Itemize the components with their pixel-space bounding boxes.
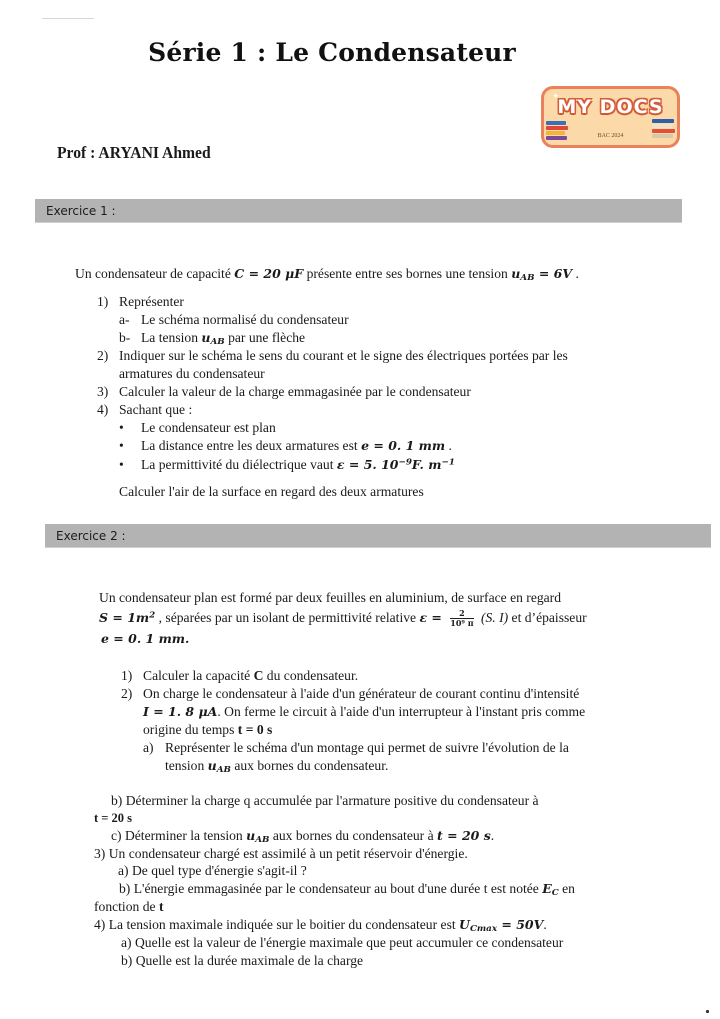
value: = 6V [534,266,573,281]
item-text: Représenter le schéma d'un montage qui permet de suivre l'évolution de la [165,740,569,755]
ex2-question-2a [143,739,569,757]
symbol: u [511,266,521,281]
text: Un condensateur de capacité [75,266,235,281]
item-number: b- [119,330,131,345]
ex2-question-3b-line-2 [94,898,163,916]
item-number: 2) [97,348,109,363]
ex2-question-2b: b) Déterminer la charge q accumulée par l'armature positive du condensateur à [111,793,539,808]
item-text: aux bornes du condensateur. [230,758,389,773]
symbol: E [542,881,552,896]
item-text: Représenter [119,294,184,309]
bullet-text: La distance entre les deux armatures est [141,438,362,453]
voltage-formula [511,266,573,284]
bullet-text: Le condensateur est plan [141,420,276,435]
page-marker-dot [706,1010,709,1013]
bullet-text: . [445,438,452,453]
ex2-intro-line-3 [101,630,189,648]
si-unit: (S. I) [480,610,509,625]
permittivity-fraction [450,609,473,628]
item-text: . [543,917,547,932]
item-text: On charge le condensateur à l'aide d'un générateur de courant continu d'intensité [143,686,580,701]
exponent: 2 [149,610,156,621]
capacity-formula: C = 20 μF [234,266,304,281]
page-title: Série 1 : Le Condensateur [148,38,516,67]
time-symbol: t [158,899,164,914]
ex1-question-4 [97,401,192,419]
ex1-bullet-3 [119,456,455,474]
exercise-2-heading: Exercice 2 : [45,524,711,548]
ex1-question-2 [97,347,568,365]
bullet-icon: • [119,420,124,435]
ex1-question-1b [119,329,305,347]
subscript: AB [210,337,225,348]
text: présente entre ses bornes une tension [303,266,512,281]
ex2-question-4b: b) Quelle est la durée maximale de la charge [121,953,364,968]
item-text: Le schéma normalisé du condensateur [141,312,349,327]
ex2-intro-line-2 [99,609,587,628]
logo-brand: MY DOCS [557,96,664,118]
ex1-bullet-2 [119,437,452,455]
item-text: fonction de [94,899,159,914]
item-text: aux bornes du condensateur à [269,828,438,843]
ex2-question-4a: a) Quelle est la valeur de l'énergie maximale que peut accumuler ce condensateur [121,935,564,950]
bullet-icon: • [119,438,124,453]
ex2-question-3: 3) Un condensateur chargé est assimilé à un petit réservoir d'énergie. [94,846,468,861]
value: = 50V [497,917,544,932]
subscript: C [551,888,559,899]
item-text: Calculer la capacité [143,668,254,683]
exponent: −9 [398,457,412,468]
ex1-question-4-task: Calculer l'air de la surface en regard des deux armatures [119,484,424,499]
subscript: AB [255,835,270,846]
item-text: . [490,828,495,843]
symbol: u [201,330,211,345]
item-text: origine du temps [143,722,238,737]
distance-formula: e = 0. 1 mm [361,438,446,453]
ex2-question-3b [119,880,575,898]
symbol: U [459,917,470,932]
item-number: a- [119,312,130,327]
item-number: 1) [97,294,109,309]
voltage-symbol [201,330,225,348]
item-text: La tension [141,330,202,345]
item-text: . On ferme le circuit à l'aide d'un interrupteur à l'instant pris comme [217,704,586,719]
ex2-question-4 [94,916,547,934]
item-number: 3) [97,384,109,399]
sparkle-icon: ✦ [552,91,560,101]
value: ε = 5. 10 [336,457,399,472]
symbol: u [246,828,256,843]
text: . [572,266,579,281]
item-text: en [558,881,575,896]
ex1-question-2-cont: armatures du condensateur [119,366,265,381]
thickness-formula: e = 0. 1 mm. [101,631,190,646]
symbol: u [207,758,217,773]
ex1-question-1 [97,293,184,311]
item-text: 4) La tension maximale indiquée sur le boitier du condensateur est [94,917,460,932]
current-formula: I = 1. 8 μA [143,704,218,719]
max-voltage-formula [459,917,544,935]
epsilon-symbol: ε [419,610,428,625]
exercise-1-intro [75,265,579,283]
item-text: par une flèche [224,330,306,345]
time-formula: t = 20 s [437,828,491,843]
exponent: −1 [441,457,455,468]
ex2-question-1 [121,667,358,685]
item-text: Indiquer sur le schéma le sens du courant et le signe des électriques portées par les [119,348,568,363]
item-text: c) Déterminer la tension [111,828,247,843]
numerator: 2 [450,609,473,619]
energy-symbol [542,881,559,899]
subscript: AB [520,273,535,284]
time-origin: t = 0 s [237,722,273,737]
item-text: Calculer la valeur de la charge emmagasinée par le condensateur [119,384,471,399]
item-number: 4) [97,402,109,417]
voltage-symbol [207,758,231,776]
ex2-question-2-line-2 [143,703,585,721]
logo-year: BAC 2024 [597,133,624,139]
ex2-question-2 [121,685,579,703]
ex2-question-3a: a) De quel type d'énergie s'agit-il ? [118,863,307,878]
surface-formula [99,610,155,625]
value: S = 1m [99,610,150,625]
teacher-name: Prof : ARYANI Ahmed [57,143,211,162]
item-text: du condensateur. [263,668,359,683]
ex1-question-1a [119,311,349,329]
bullet-text: La permittivité du diélectrique vaut [141,457,337,472]
subscript: AB [216,765,231,776]
ex1-bullet-1 [119,419,276,437]
ex2-question-2b-line-2: t = 20 s [94,811,133,825]
item-text: Sachant que : [119,402,193,417]
item-number: a) [143,740,154,755]
capacity-symbol: C [253,668,264,683]
voltage-symbol [246,828,270,846]
permittivity-formula [337,457,455,472]
item-text: b) L'énergie emmagasinée par le condensateur au bout d'une durée t est notée [119,881,543,896]
text: , séparées par un isolant de permittivité relative [155,610,420,625]
ex2-question-2-line-3 [143,721,272,739]
ex2-intro-line-1: Un condensateur plan est formé par deux feuilles en aluminium, de surface en regard [99,590,562,605]
item-number: 2) [121,686,133,701]
bullet-icon: • [119,457,124,472]
ex2-question-2c [111,827,494,845]
denominator: 10⁹ π [450,618,474,629]
equals: = [427,610,447,625]
item-number: 1) [121,668,133,683]
top-divider [42,18,94,19]
exercise-1-heading: Exercice 1 : [35,199,682,223]
ex1-question-3 [97,383,471,401]
subscript: Cmax [469,924,498,935]
ex2-question-2a-line-2 [165,757,388,775]
item-text: tension [165,758,208,773]
my-docs-logo [541,86,680,148]
unit: F. m [411,457,442,472]
text: et d’épaisseur [508,610,587,625]
